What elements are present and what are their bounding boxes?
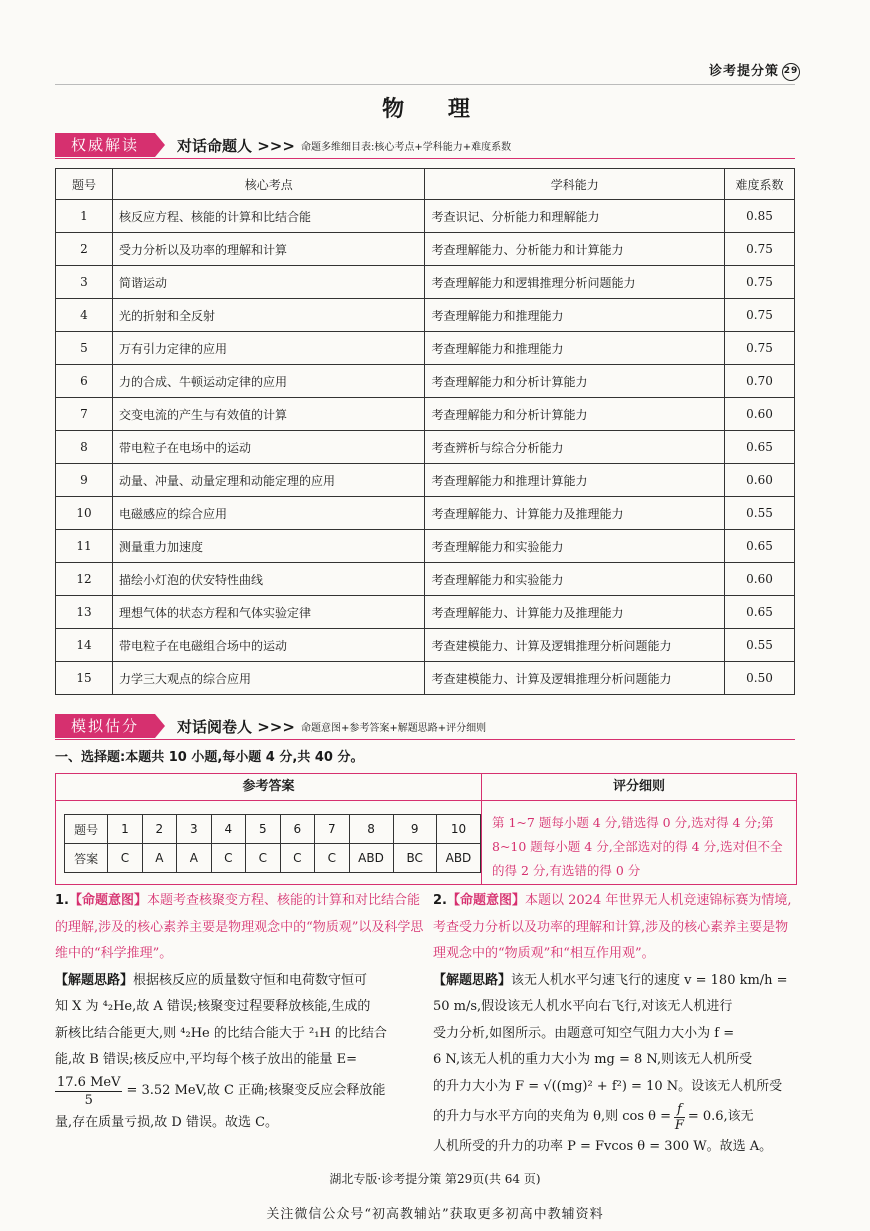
knowledge-point-table (55, 168, 795, 695)
cell-ability: 考查建模能力、计算及逻辑推理分析问题能力 (425, 629, 725, 662)
cell-ability: 考查理解能力和实验能力 (425, 563, 725, 596)
energy-fraction: 17.6 MeV 5 (57, 1075, 121, 1108)
cell-ability: 考查辨析与综合分析能力 (425, 431, 725, 464)
reference-answer-panel (56, 774, 482, 884)
col-header-number: 题号 (56, 169, 113, 200)
table-row (56, 398, 795, 431)
answer-value-cell: A (177, 844, 211, 873)
answer-table (64, 814, 481, 873)
answer-number-cell: 7 (315, 815, 349, 844)
col-header-core: 核心考点 (112, 169, 425, 200)
question-number: 1. (55, 893, 69, 908)
solution-line: 新核比结合能更大,则 ⁴₂He 的比结合能大于 ²₁H 的比结合 (55, 1025, 387, 1041)
cell-ability: 考查理解能力、分析能力和计算能力 (425, 233, 725, 266)
table-row (56, 629, 795, 662)
intent-label: 【命题意图】 (68, 893, 147, 908)
answer-value-cell: C (108, 844, 142, 873)
scoring-rules-text: 第 1~7 题每小题 4 分,错选得 0 分,选对得 4 分;第 8~10 题每小题 4 分,全部选对的得 4 分,选对但不全的得 2 分,有选错的得 0 分 (492, 815, 783, 878)
cell-core-point: 核反应方程、核能的计算和比结合能 (112, 200, 425, 233)
cell-ability: 考查理解能力和逻辑推理分析问题能力 (425, 266, 725, 299)
mock-tag: 模拟估分 (55, 714, 155, 738)
answer-value-cell: C (246, 844, 280, 873)
cell-number: 7 (56, 398, 113, 431)
cell-core-point: 描绘小灯泡的伏安特性曲线 (112, 563, 425, 596)
table-row (56, 200, 795, 233)
table-row (56, 596, 795, 629)
cell-number: 1 (56, 200, 113, 233)
question-2-explanation (433, 888, 797, 1161)
answer-number-cell: 4 (211, 815, 245, 844)
header-brand: 诊考提分策 29 (708, 64, 799, 79)
table-row (56, 266, 795, 299)
cell-difficulty: 0.65 (725, 431, 795, 464)
cell-difficulty: 0.60 (725, 563, 795, 596)
answer-value-cell: ABD (349, 844, 393, 873)
answer-number-cell: 8 (349, 815, 393, 844)
table-row (56, 497, 795, 530)
cell-difficulty: 0.65 (725, 596, 795, 629)
answer-number-cell: 5 (246, 815, 280, 844)
solution-line: 根据核反应的质量数守恒和电荷数守恒可 (133, 972, 368, 988)
solution-line: 6 N,该无人机的重力大小为 mg = 8 N,则该无人机所受 (433, 1052, 753, 1067)
cell-difficulty: 0.55 (725, 629, 795, 662)
cell-number: 11 (56, 530, 113, 563)
cell-number: 8 (56, 431, 113, 464)
cell-ability: 考查理解能力和分析计算能力 (425, 365, 725, 398)
question-1-explanation (55, 888, 425, 1136)
mock-subtitle: 命题意图+参考答案+解题思路+评分细则 (300, 722, 487, 734)
cell-ability: 考查建模能力、计算及逻辑推理分析问题能力 (425, 662, 725, 695)
idea-label: 【解题思路】 (55, 972, 134, 988)
answer-value-cell: C (280, 844, 314, 873)
scoring-rules-header: 评分细则 (482, 774, 796, 801)
table-row (56, 332, 795, 365)
answer-row-label: 题号 (65, 815, 108, 844)
solution-line: 受力分析,如图所示。由题意可知空气阻力大小为 f = (433, 1025, 735, 1041)
cell-core-point: 电磁感应的综合应用 (112, 497, 425, 530)
table-row (56, 530, 795, 563)
solution-line: 人机所受的升力的功率 P = Fvcos θ = 300 W。故选 A。 (433, 1139, 773, 1154)
authority-section-bar (55, 132, 795, 159)
answer-value-cell: C (211, 844, 245, 873)
cell-ability: 考查理解能力和实验能力 (425, 530, 725, 563)
table-row (56, 563, 795, 596)
cell-difficulty: 0.75 (725, 233, 795, 266)
intent-label: 【命题意图】 (446, 893, 525, 908)
table-row (56, 365, 795, 398)
cell-difficulty: 0.85 (725, 200, 795, 233)
col-header-difficulty: 难度系数 (725, 169, 795, 200)
cell-core-point: 带电粒子在电磁组合场中的运动 (112, 629, 425, 662)
cell-ability: 考查理解能力和分析计算能力 (425, 398, 725, 431)
solution-line: 的升力大小为 F = √((mg)² + f²) = 10 N。设该无人机所受 (433, 1078, 783, 1094)
footer-promo: 关注微信公众号“初高教辅站”获取更多初高中教辅资料 (266, 1207, 604, 1222)
authority-tag: 权威解读 (55, 133, 155, 157)
cell-difficulty: 0.75 (725, 266, 795, 299)
cell-difficulty: 0.50 (725, 662, 795, 695)
solution-line: = 3.52 MeV,故 C 正确;核聚变反应会释放能 (126, 1083, 386, 1099)
solution-line: 量,存在质量亏损,故 D 错误。故选 C。 (55, 1114, 279, 1130)
table-header-row (56, 169, 795, 200)
cell-difficulty: 0.55 (725, 497, 795, 530)
cell-difficulty: 0.65 (725, 530, 795, 563)
table-row (56, 299, 795, 332)
answer-value-cell: ABD (436, 844, 480, 873)
solution-line: 该无人机水平匀速飞行的速度 v = 180 km/h = (511, 972, 788, 988)
solution-line: 能,故 B 错误;核反应中,平均每个核子放出的能量 E= (55, 1052, 357, 1067)
cell-ability: 考查理解能力、计算能力及推理能力 (425, 596, 725, 629)
cell-number: 15 (56, 662, 113, 695)
mock-section-bar (55, 713, 795, 740)
answer-number-cell: 1 (108, 815, 142, 844)
answer-number-row (65, 815, 481, 844)
page-title: 物 理 (382, 96, 488, 122)
cell-number: 12 (56, 563, 113, 596)
answer-number-cell: 9 (393, 815, 436, 844)
brand-logo-icon: 29 (782, 63, 800, 81)
answer-row-label: 答案 (65, 844, 108, 873)
reference-answer-header: 参考答案 (56, 774, 481, 801)
cell-core-point: 万有引力定律的应用 (112, 332, 425, 365)
cell-ability: 考查理解能力、计算能力及推理能力 (425, 497, 725, 530)
answer-value-cell: C (315, 844, 349, 873)
intent-text: 本题以 2024 年世界无人机竞速锦标赛为情境,考查受力分析以及功率的理解和计算,涉及的核心素养主要是物理观念中的“物质观”和“相互作用观”。 (433, 893, 792, 961)
cell-number: 10 (56, 497, 113, 530)
cell-core-point: 动量、冲量、动量定理和动能定理的应用 (112, 464, 425, 497)
cell-core-point: 简谐运动 (112, 266, 425, 299)
cell-ability: 考查理解能力和推理能力 (425, 299, 725, 332)
header-divider (55, 84, 795, 85)
section-heading: 一、选择题:本题共 10 小题,每小题 4 分,共 40 分。 (55, 750, 364, 765)
authority-title: 对话命题人 >>> (177, 136, 295, 155)
idea-label: 【解题思路】 (433, 972, 512, 988)
table-row (56, 662, 795, 695)
cell-number: 4 (56, 299, 113, 332)
cell-number: 14 (56, 629, 113, 662)
cell-core-point: 力的合成、牛顿运动定律的应用 (112, 365, 425, 398)
table-row (56, 464, 795, 497)
answer-value-cell: BC (393, 844, 436, 873)
scoring-rules-panel (482, 774, 796, 884)
cell-number: 13 (56, 596, 113, 629)
cell-core-point: 理想气体的状态方程和气体实验定律 (112, 596, 425, 629)
cell-difficulty: 0.70 (725, 365, 795, 398)
mock-title: 对话阅卷人 >>> (177, 717, 295, 736)
table-row (56, 431, 795, 464)
footer-page-number: 湖北专版·诊考提分策 第29页(共 64 页) (329, 1172, 541, 1186)
solution-line: 的升力与水平方向的夹角为 θ,则 cos θ = (433, 1108, 671, 1124)
cell-ability: 考查理解能力和推理能力 (425, 332, 725, 365)
cell-core-point: 带电粒子在电场中的运动 (112, 431, 425, 464)
cell-core-point: 受力分析以及功率的理解和计算 (112, 233, 425, 266)
answer-box (55, 773, 797, 885)
solution-line: = 0.6,该无 (687, 1108, 754, 1124)
cell-core-point: 力学三大观点的综合应用 (112, 662, 425, 695)
intent-text: 本题考查核聚变方程、核能的计算和对比结合能的理解,涉及的核心素养主要是物理观念中的“物质观”以及科学思维中的“科学推理”。 (55, 893, 424, 961)
table-row (56, 233, 795, 266)
cell-ability: 考查理解能力和推理计算能力 (425, 464, 725, 497)
cell-number: 5 (56, 332, 113, 365)
answer-number-cell: 2 (142, 815, 176, 844)
question-number: 2. (433, 893, 447, 908)
solution-line: 知 X 为 ⁴₂He,故 A 错误;核聚变过程要释放核能,生成的 (55, 999, 371, 1014)
cell-difficulty: 0.60 (725, 464, 795, 497)
answer-value-row (65, 844, 481, 873)
answer-number-cell: 10 (436, 815, 480, 844)
cell-number: 3 (56, 266, 113, 299)
cell-core-point: 测量重力加速度 (112, 530, 425, 563)
cell-difficulty: 0.75 (725, 299, 795, 332)
cell-number: 6 (56, 365, 113, 398)
cell-ability: 考查识记、分析能力和理解能力 (425, 200, 725, 233)
solution-line: 50 m/s,假设该无人机水平向右飞行,对该无人机进行 (433, 999, 733, 1014)
authority-subtitle: 命题多维细目表:核心考点+学科能力+难度系数 (300, 141, 512, 153)
cell-core-point: 交变电流的产生与有效值的计算 (112, 398, 425, 431)
cell-difficulty: 0.60 (725, 398, 795, 431)
cell-number: 9 (56, 464, 113, 497)
answer-number-cell: 3 (177, 815, 211, 844)
col-header-ability: 学科能力 (425, 169, 725, 200)
answer-value-cell: A (142, 844, 176, 873)
cell-core-point: 光的折射和全反射 (112, 299, 425, 332)
cos-fraction: $\frac{f}{F}$ (674, 1101, 684, 1133)
cell-difficulty: 0.75 (725, 332, 795, 365)
answer-number-cell: 6 (280, 815, 314, 844)
cell-number: 2 (56, 233, 113, 266)
